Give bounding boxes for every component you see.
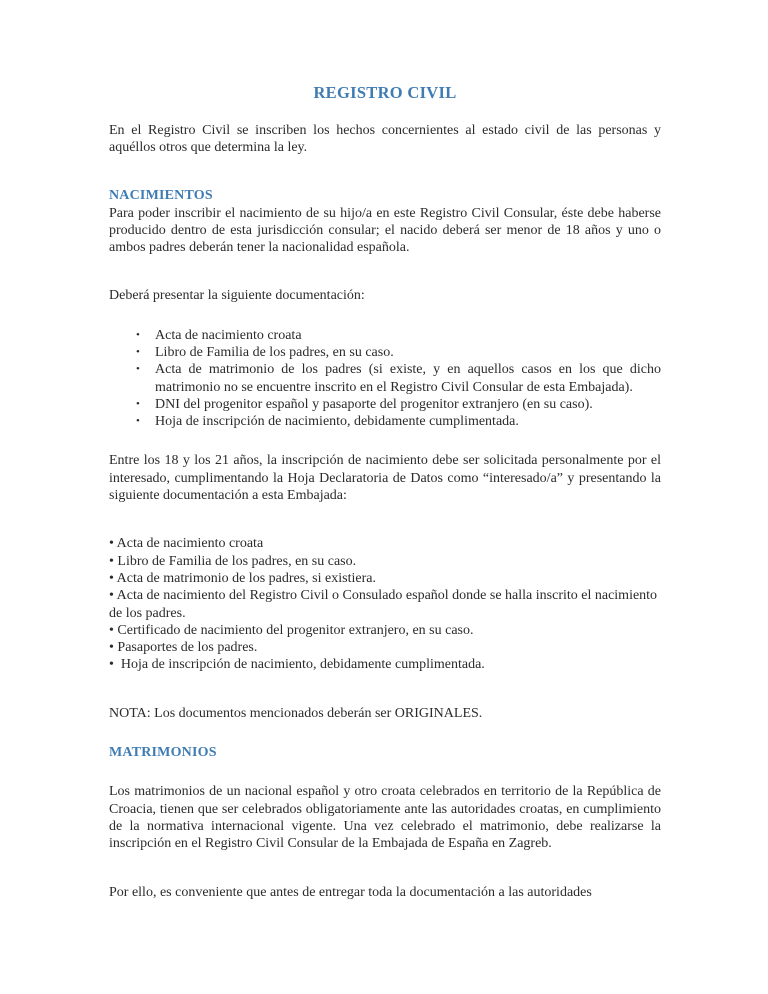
- bullet-icon: •: [136, 363, 140, 376]
- spacer: [109, 305, 661, 327]
- spacer: [109, 504, 661, 535]
- list-item-label: Hoja de inscripción de nacimiento, debidamente cumplimentada.: [155, 414, 519, 430]
- nacimientos-intro-paragraph: Para poder inscribir el nacimiento de su hijo/a en este Registro Civil Consular, éste debe haberse producido dentro de esta jurisdicción consular; el nacido deberá ser menor de 18 años y uno o ambos padres deberán tener la nacionalidad española.: [109, 205, 661, 256]
- list-item: • Certificado de nacimiento del progenitor extranjero, en su caso.: [109, 622, 474, 638]
- list-item: [109, 361, 661, 396]
- bullet-icon: •: [136, 397, 140, 410]
- document-content: [109, 0, 661, 901]
- page-title: REGISTRO CIVIL: [313, 83, 457, 102]
- list-item: • Acta de nacimiento croata: [109, 536, 264, 552]
- list-item: [109, 344, 661, 361]
- matrimonios-paragraph-2: Por ello, es conveniente que antes de entregar toda la documentación a las autoridades: [109, 884, 592, 900]
- spacer: [109, 104, 661, 122]
- section-heading-nacimientos: NACIMIENTOS: [109, 188, 213, 204]
- spacer: [109, 674, 661, 705]
- section-heading-matrimonios: MATRIMONIOS: [109, 745, 217, 761]
- list-item-label: DNI del progenitor español y pasaporte del progenitor extranjero (en su caso).: [155, 396, 593, 412]
- list-item: • Acta de matrimonio de los padres, si existiera.: [109, 570, 376, 586]
- list-item-label: Libro de Familia de los padres, en su caso.: [155, 345, 394, 360]
- adults-documents-list: [109, 535, 661, 673]
- bullet-icon: •: [136, 328, 140, 341]
- originals-note: NOTA: Los documentos mencionados deberán ser ORIGINALES.: [109, 705, 483, 721]
- bullet-icon: •: [136, 415, 140, 428]
- matrimonios-paragraph-1: Los matrimonios de un nacional español y otro croata celebrados en territorio de la República de Croacia, tienen que ser celebrados obligatoriamente ante las autoridades croatas, en cumplimiento de la normativa internacional vigente. Una vez celebrado el matrimonio, debe realizarse la inscripción en el Registro Civil Consular de la Embajada de España en Zagreb.: [109, 784, 661, 852]
- adults-registration-paragraph: Entre los 18 y los 21 años, la inscripción de nacimiento debe ser solicitada personalmente por el interesado, cumplimentando la Hoja Declaratoria de Datos como “interesado/a” y presentando la siguiente documentación a esta Embajada:: [109, 453, 661, 504]
- list-item: [109, 327, 661, 344]
- list-item-label: Acta de nacimiento croata: [155, 327, 302, 343]
- list-item: • Libro de Familia de los padres, en su caso.: [109, 553, 357, 569]
- list-item: • Hoja de inscripción de nacimiento, debidamente cumplimentada.: [109, 657, 485, 673]
- intro-paragraph: En el Registro Civil se inscriben los hechos concernientes al estado civil de las personas y aquéllos otros que determina la ley.: [109, 122, 661, 155]
- spacer: [109, 853, 661, 884]
- list-item: • Acta de nacimiento del Registro Civil o Consulado español donde se halla inscrito el nacimiento de los padres.: [109, 588, 661, 621]
- spacer: [109, 761, 661, 783]
- spacer: [109, 430, 661, 452]
- bullet-icon: •: [136, 346, 140, 358]
- nacimientos-documents-list: [109, 327, 661, 431]
- list-item: • Pasaportes de los padres.: [109, 640, 258, 656]
- list-item: [109, 413, 661, 430]
- spacer: [109, 722, 661, 744]
- documents-lead-text: Deberá presentar la siguiente documentación:: [109, 288, 365, 304]
- list-item: [109, 396, 661, 413]
- list-item-label: Acta de matrimonio de los padres (si existe, y en aquellos casos en los que dicho matrimonio no se encuentre inscrito en el Registro Civil Consular de esta Embajada).: [155, 362, 661, 395]
- spacer: [109, 156, 661, 187]
- spacer: [109, 256, 661, 287]
